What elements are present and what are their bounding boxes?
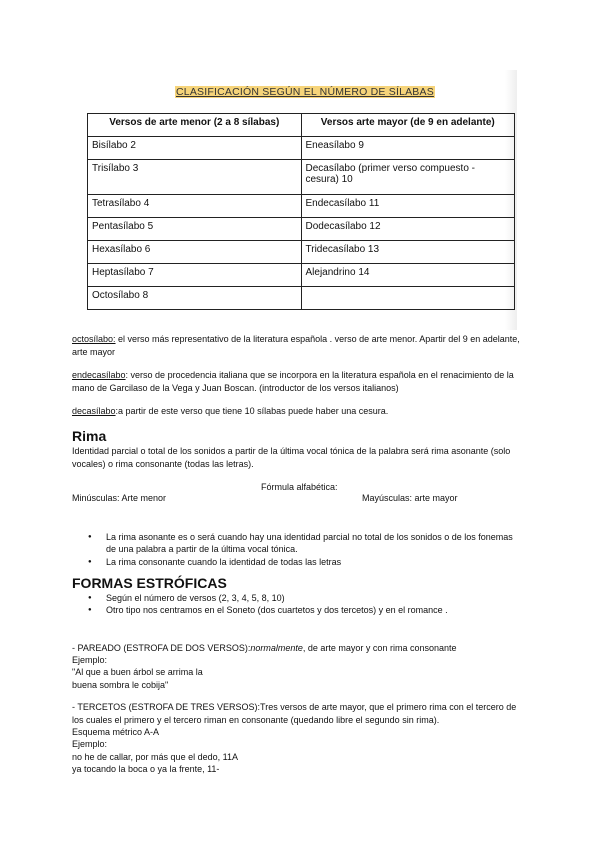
def-text: arte mayor — [72, 347, 116, 357]
header-arte-menor: Versos de arte menor (2 a 8 sílabas) — [88, 114, 302, 137]
verse: no he de callar, por más que el dedo, 11A — [72, 752, 238, 762]
cell: Eneasílabo 9 — [301, 137, 515, 160]
text: normalmente — [250, 643, 303, 653]
ejemplo-label: Ejemplo: — [72, 655, 108, 665]
table-header-row — [88, 114, 515, 137]
cell: Pentasílabo 5 — [88, 218, 302, 241]
table-row — [88, 160, 515, 195]
text: , de arte mayor y con rima consonante — [302, 643, 457, 653]
heading-formas: FORMAS ESTRÓFICAS — [72, 575, 227, 591]
def-text: :a partir de este verso que tiene 10 sílabas puede haber una cesura. — [115, 406, 389, 416]
tercetos-line: los cuales el primero y el tercero riman en consonante (quedando libre el segundo sin rima). — [72, 715, 440, 725]
def-text: mano de Garcilaso de la Vega y Juan Boscan. (introductor de los versos italianos) — [72, 383, 399, 393]
cell: Decasílabo (primer verso compuesto - cesura) 10 — [301, 160, 515, 195]
list-item: ● La rima consonante cuando la identidad de todas las letras — [72, 556, 513, 568]
table-row — [88, 218, 515, 241]
def-text: el verso más representativo de la literatura española . verso de arte menor. Apartir del 9 en adelante, — [115, 334, 520, 344]
ejemplo-label: Ejemplo: — [72, 739, 108, 749]
formula-label: Fórmula alfabética: — [261, 482, 338, 492]
list-item — [72, 531, 513, 556]
term: endecasílabo — [72, 370, 126, 380]
cell: Alejandrino 14 — [301, 264, 515, 287]
table-row — [88, 195, 515, 218]
verse: "Al que a buen árbol se arrima la — [72, 667, 203, 677]
syllable-table — [87, 113, 515, 310]
cell: Tridecasílabo 13 — [301, 241, 515, 264]
cell: Bisílabo 2 — [88, 137, 302, 160]
item-text: La rima asonante es o será cuando hay una identidad parcial no total de los sonidos o de los fonemas — [106, 532, 513, 542]
mayusculas-text: Mayúsculas: arte mayor — [362, 493, 458, 503]
formas-bullets — [72, 592, 448, 617]
verse: ya tocando la boca o ya la frente, 11- — [72, 764, 220, 774]
header-arte-mayor: Versos arte mayor (de 9 en adelante) — [301, 114, 515, 137]
cell: Octosílabo 8 — [88, 287, 302, 310]
term: octosílabo: — [72, 334, 116, 344]
paragraph: vocales) o rima consonante (todas las letras). — [72, 459, 254, 469]
table-row — [88, 137, 515, 160]
table-row — [88, 241, 515, 264]
table-row — [88, 264, 515, 287]
heading-rima: Rima — [72, 428, 107, 444]
paragraph: Identidad parcial o total de los sonidos a partir de la última vocal tónica de la palabra será rima asonante (solo — [72, 446, 511, 456]
minusculas-text: Minúsculas: Arte menor — [72, 493, 167, 503]
def-octosilabo — [72, 333, 520, 345]
term: decasílabo — [72, 406, 116, 416]
cell: Endecasílabo 11 — [301, 195, 515, 218]
rima-bullets — [72, 531, 513, 568]
def-text: : verso de procedencia italiana que se incorpora en la literatura española en el renacimiento de la — [125, 370, 514, 380]
tercetos-line: - TERCETOS (ESTROFA DE TRES VERSOS):Tres versos de arte mayor, que el primero rima con el tercero de — [72, 702, 517, 712]
esquema: Esquema métrico A-A — [72, 727, 160, 737]
table-title: CLASIFICACIÓN SEGÚN EL NÚMERO DE SÍLABAS — [176, 86, 434, 98]
pareado-line — [72, 642, 456, 654]
text: - PAREADO (ESTROFA DE DOS VERSOS): — [72, 643, 251, 653]
cell — [301, 287, 515, 310]
cell: Heptasílabo 7 — [88, 264, 302, 287]
verse: buena sombra le cobija" — [72, 680, 169, 690]
def-decasilabo — [72, 405, 388, 417]
item-text: de una palabra a partir de la última vocal tónica. — [106, 544, 298, 555]
table-row — [88, 287, 515, 310]
list-item: ● Otro tipo nos centramos en el Soneto (dos cuartetos y dos tercetos) y en el romance . — [72, 604, 448, 616]
cell: Dodecasílabo 12 — [301, 218, 515, 241]
cell: Hexasílabo 6 — [88, 241, 302, 264]
cell: Tetrasílabo 4 — [88, 195, 302, 218]
list-item: ● Según el número de versos (2, 3, 4, 5, 8, 10) — [72, 592, 448, 604]
def-endecasilabo — [72, 369, 514, 381]
cell: Trisílabo 3 — [88, 160, 302, 195]
